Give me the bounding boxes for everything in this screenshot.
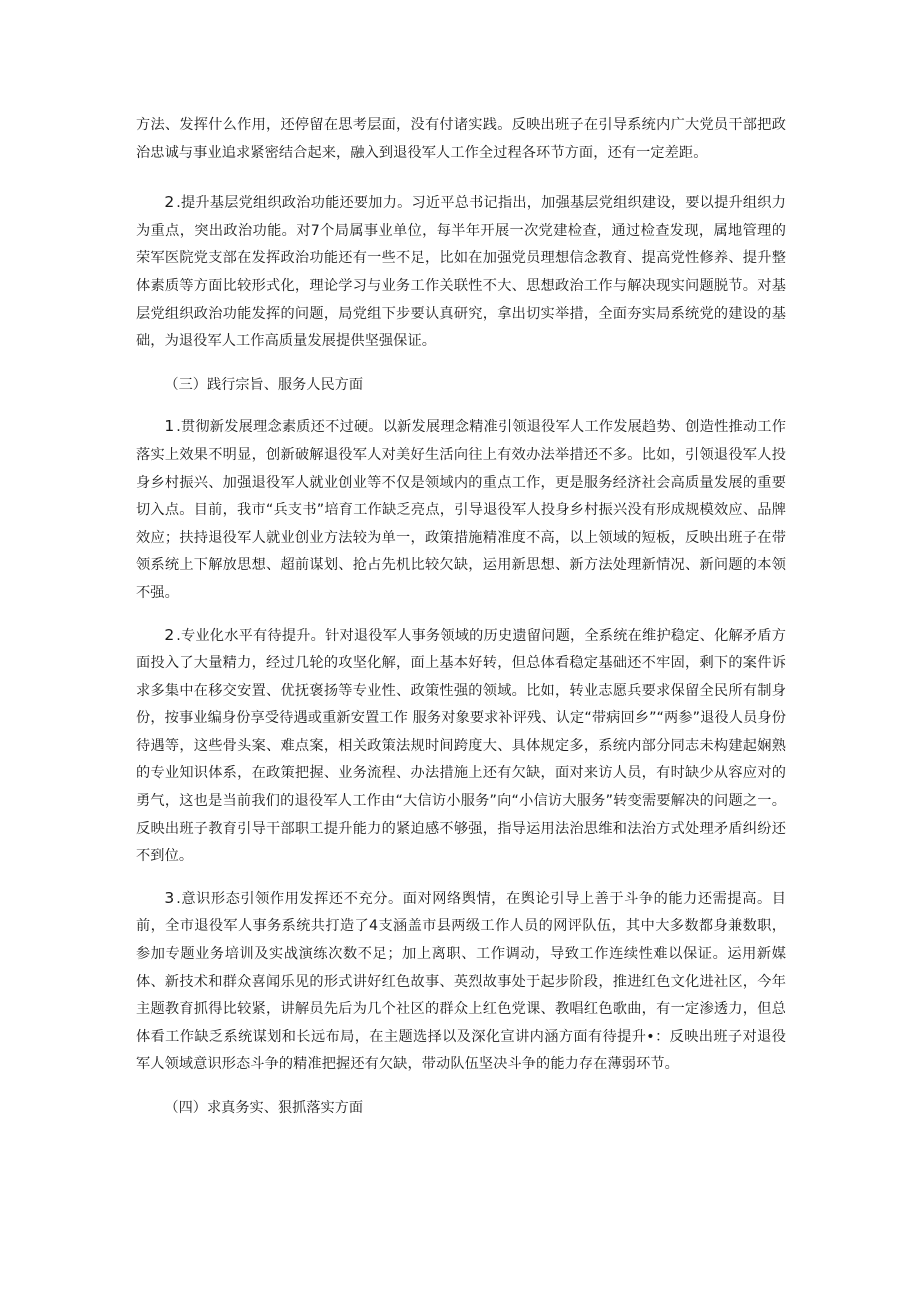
paragraph-continuation <box>136 112 786 167</box>
paragraph-text: .专业化水平有待提升。针对退役军人事务领域的历史遗留问题，全系统在维护稳定、化解矛盾方面投入了大量精力，经过几轮的攻坚化解，面上基本好转，但总体看稳定基础还不牢固，剩下的案件诉求多集中在移交安置、优抚褒扬等专业性、政策性强的领域。比如，转业志愿兵要求保留全民所有制身份，按事业编身份享受待遇或重新安置工作 服务对象要求补评残、认定“带病回乡”“两参”退役人员身份待遇等，这些骨头案、难点案，相关政策法规时间跨度大、具体规定多，系统内部分同志未构建起娴熟的专业知识体系，在政策把握、业务流程、办法措施上还有欠缺，面对来访人员，有时缺少从容应对的勇气，这也是当前我们的退役军人工作由“大信访小服务”向“小信访大服务”转变需要解决的问题之一。反映出班子教育引导干部职工提升能力的紧迫感不够强，指导运用法治思维和法治方式处理矛盾纠纷还不到位。 <box>136 627 786 865</box>
paragraph-item-1-new-development <box>136 413 786 607</box>
item-number: 2 <box>164 193 177 212</box>
paragraph-text: 方法、发挥什么作用，还停留在思考层面，没有付诸实践。反映出班子在引导系统内广大党员干部把政治忠诚与事业追求紧密结合起来，融入到退役军人工作全过程各环节方面，还有一定差距。 <box>136 117 786 161</box>
paragraph-text: .贯彻新发展理念素质还不过硬。以新发展理念精准引领退役军人工作发展趋势、创造性推动工作落实上效果不明显，创新破解退役军人对美好生活向往上有效办法举措还不多。比如，引领退役军人投身乡村振兴、加强退役军人就业创业等不仅是领域内的重点工作，更是服务经济社会高质量发展的重要切入点。目前，我市“兵支书”培育工作缺乏亮点，引导退役军人投身乡村振兴没有形成规模效应、品牌效应；扶持退役军人就业创业方法较为单一，政策措施精准度不高，以上领域的短板，反映出班子在带领系统上下解放思想、超前谋划、抢占先机比较欠缺，运用新思想、新方法处理新情况、新问题的本领不强。 <box>136 419 786 601</box>
paragraph-text: .意识形态引领作用发挥还不充分。面对网络舆情，在舆论引导上善于斗争的能力还需提高。目前，全市退役军人事务系统共打造了4支涵盖市县两级工作人员的网评队伍，其中大多数都身兼数职，参加专题业务培训及实战演练次数不足；加上离职、工作调动，导致工作连续性难以保证。运用新媒体、新技术和群众喜闻乐见的形式讲好红色故事、英烈故事处于起步阶段，推进红色文化进社区，今年主题教育抓得比较紧，讲解员先后为几个社区的群众上红色党课、教唱红色歌曲，有一定渗透力，但总体看工作缺乏系统谋划和长远布局，在主题选择以及深化宣讲内涵方面有待提升•：反映出班子对退役军人领域意识形态斗争的精准把握还有欠缺，带动队伍坚决斗争的能力存在薄弱环节。 <box>136 890 786 1073</box>
paragraph-text: .提升基层党组织政治功能还要加力。习近平总书记指出，加强基层党组织建设，要以提升组织力为重点，突出政治功能。对7个局属事业单位，每半年开展一次党建检查，通过检查发现，属地管理的荣军医院党支部在发挥政治功能还有一些不足，比如在加强党员理想信念教育、提高党性修养、提升整体素质等方面比较形式化，理论学习与业务工作关联性不大、思想政治工作与解决现实问题脱节。对基层党组织政治功能发挥的问题，局党组下步要认真研究，拿出切实举措，全面夯实局系统党的建设的基础，为退役军人工作高质量发展提供坚强保证。 <box>136 195 786 350</box>
item-number: 1 <box>164 417 177 436</box>
section-heading-4: （四）求真务实、狠抓落实方面 <box>164 1100 364 1116</box>
paragraph-item-2-professionalism <box>136 622 786 871</box>
item-number: 3 <box>164 888 177 907</box>
document-page <box>136 112 786 1123</box>
paragraph-item-3-ideology <box>136 885 786 1079</box>
item-number: 2 <box>164 625 177 644</box>
paragraph-item-2-political-function <box>136 189 786 356</box>
section-heading-3: （三）践行宗旨、服务人民方面 <box>164 376 364 393</box>
